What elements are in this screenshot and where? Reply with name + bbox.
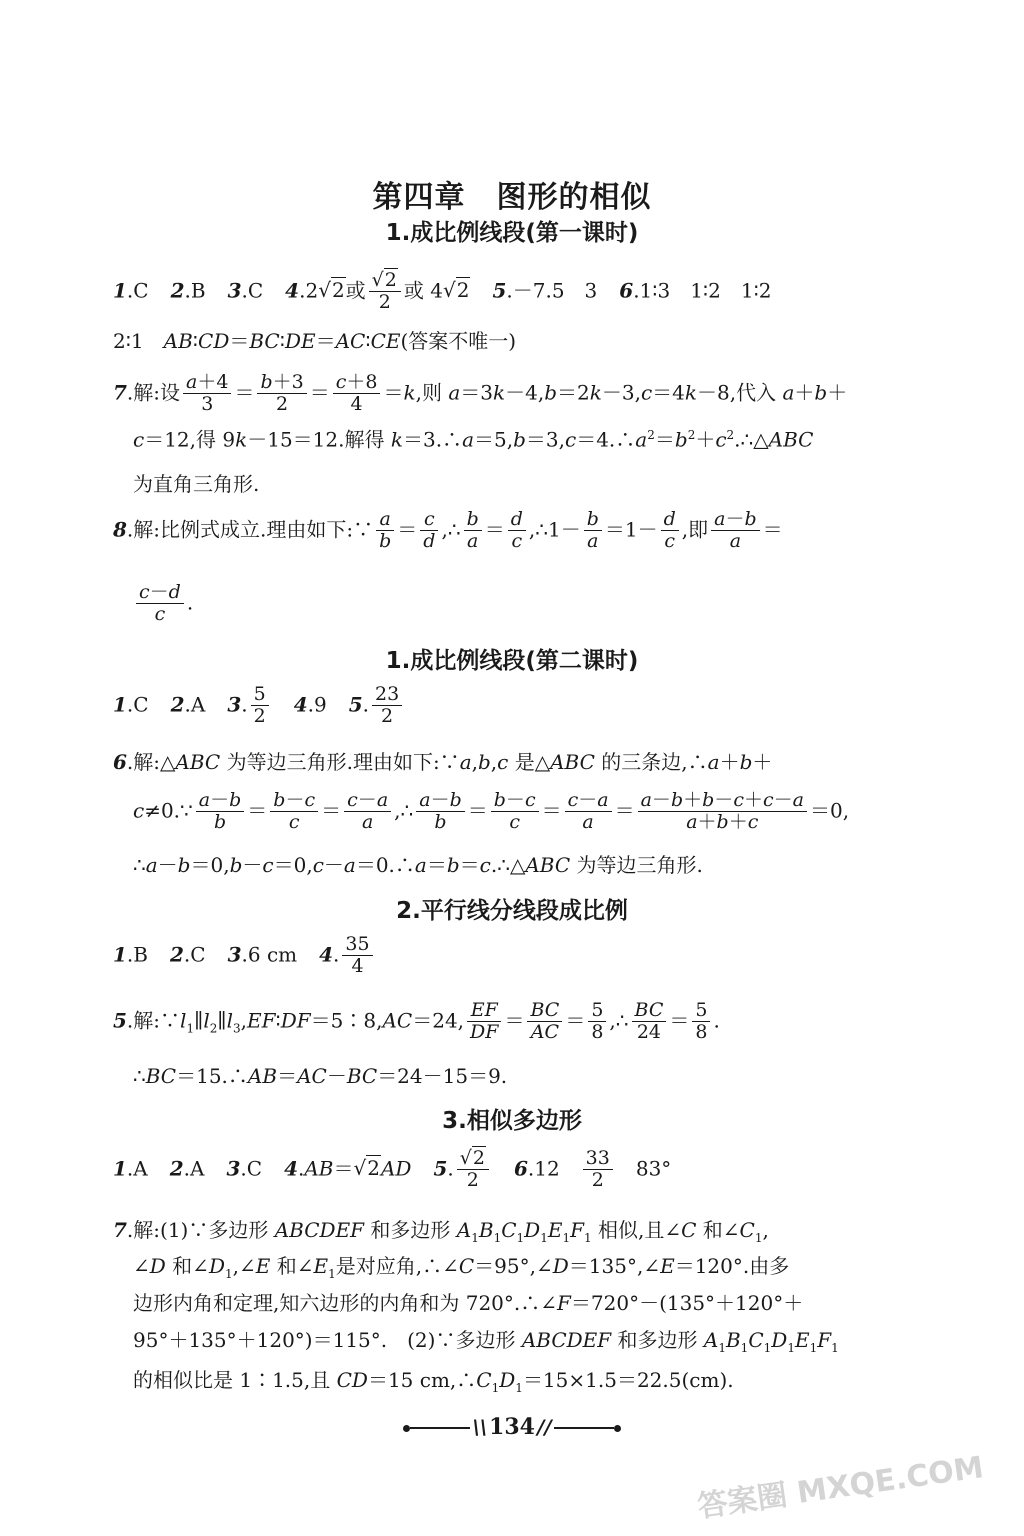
answer-line: 8.解:比例式成立.理由如下:∵ $\frac{a}{b}$ ＝ $\frac{c}{d}$ ,∴ $\frac{b}{a}$ ＝ $\frac{d}{c}$ ,∴1－ $\frac{b}{a}$ ＝1－ $\frac{d}{c}$ ,即 $\frac{a-b}{a}$ ＝ xyxy=(113,508,783,553)
answer-line: 2∶1 AB∶CD＝BC∶DE＝AC∶CE(答案不唯一) xyxy=(113,329,517,353)
answer-line: 的相似比是 1∶1.5,且 CD＝15 $cm,\therefore C_1D_1=15\times 1.5=22.5(cm)$. xyxy=(133,1368,734,1395)
answer-line: 边形内角和定理,知六边形的内角和为 720°.∴∠F＝720°－(135°＋120°＋ xyxy=(133,1291,804,1315)
footer-dot-icon xyxy=(403,1425,410,1432)
footer-ornament: // xyxy=(536,1415,552,1439)
answer-line: 5.解$:\because l_1\parallel l_2\parallel l_3,EF∶DF=5∶8,AC=24$, $\frac{EF}{DF}$ ＝ $\frac{BC}{AC}$ ＝ $\frac{5}{8}$ ,∴ $\frac{BC}{24}$ ＝ $\frac{5}{8}$ . xyxy=(113,999,720,1044)
answer-line: c＝12,得 9k－15＝12.解得 $k=3.\therefore a=5,b=3,c=4.\therefore a^2=b^2+c^2.\therefore\triangle ABC$ xyxy=(133,427,814,452)
footer-rule xyxy=(554,1427,614,1429)
answer-line: 1.C 2.A 3. $\frac{5}{2}$ 4.9 5. $\frac{23}{2}$ xyxy=(113,684,405,728)
answer-line: c≠0.∵ $\frac{a-b}{b}$ ＝ $\frac{b-c}{c}$ ＝ $\frac{c-a}{a}$ ,∴ $\frac{a-b}{b}$ ＝ $\frac{b-c}{c}$ ＝ $\frac{c-a}{a}$ ＝ $\frac{a-b+b-c+c-a}{a+b+c}$ ＝0, xyxy=(133,789,850,834)
answer-line: 1.C 2.B 3.C 4.2√2或 $\frac{√2}{2}$ 或 4√2 5.－7.5 3 6.1∶3 1∶2 1∶2 xyxy=(113,269,772,314)
footer-rule xyxy=(410,1427,470,1429)
answer-line: 7.解:(1)∵多边形 ABCDEF 和多边形 $A_1B_1C_1D_1E_1F_1$ 相似,且∠C 和$\angle C_1$, xyxy=(113,1218,769,1245)
section-title: 3.相似多边形 xyxy=(442,1108,582,1134)
page-footer xyxy=(0,1414,1024,1440)
answer-line: 1.B 2.C 3.6 cm 4. $\frac{35}{4}$ xyxy=(113,934,376,978)
answer-line: 6.解:△ABC 为等边三角形.理由如下:∵a,b,c 是△ABC 的三条边,∴a＋b＋ xyxy=(113,750,773,774)
chapter-title: 第四章 图形的相似 xyxy=(372,180,652,215)
footer-dot-icon xyxy=(614,1425,621,1432)
answer-line: ∠D 和$\angle D_1,\angle E$ 和$\angle E_1$是对应角,∴∠C＝95°,∠D＝135°,∠E＝120°.由多 xyxy=(133,1254,790,1281)
answer-line: 7.解:设 $\frac{a+4}{3}$ ＝ $\frac{b+3}{2}$ ＝ $\frac{c+8}{4}$ ＝k,则 a＝3k－4,b＝2k－3,c＝4k－8,代入 a＋b＋ xyxy=(113,371,848,416)
section-title: 2.平行线分线段成比例 xyxy=(396,898,628,924)
answer-line: ∴a－b＝0,b－c＝0,c－a＝0.∴a＝b＝c.∴△ABC 为等边三角形. xyxy=(133,853,703,877)
answer-line: 为直角三角形. xyxy=(133,472,260,496)
watermark-logo: 答案圈 MXQE.COM xyxy=(695,1450,986,1525)
page-number: 134 xyxy=(489,1414,535,1440)
section-title: 1.成比例线段(第二课时) xyxy=(385,648,639,674)
section-title: 1.成比例线段(第一课时) xyxy=(385,220,639,246)
answer-line: $\frac{c-d}{c}$ . xyxy=(133,582,193,626)
footer-ornament: \\ xyxy=(472,1415,488,1439)
answer-line: 95°＋135°＋120°)＝115°. (2)∵多边形 ABCDEF 和多边形 $A_1B_1C_1D_1E_1F_1$ xyxy=(133,1328,839,1355)
answer-line: 1.A 2.A 3.C 4.AB＝√2AD 5. $\frac{√2}{2}$ 6.12 $\frac{33}{2}$ 83° xyxy=(113,1147,672,1192)
answer-line: ∴BC＝15.∴AB＝AC－BC＝24－15＝9. xyxy=(133,1064,508,1088)
